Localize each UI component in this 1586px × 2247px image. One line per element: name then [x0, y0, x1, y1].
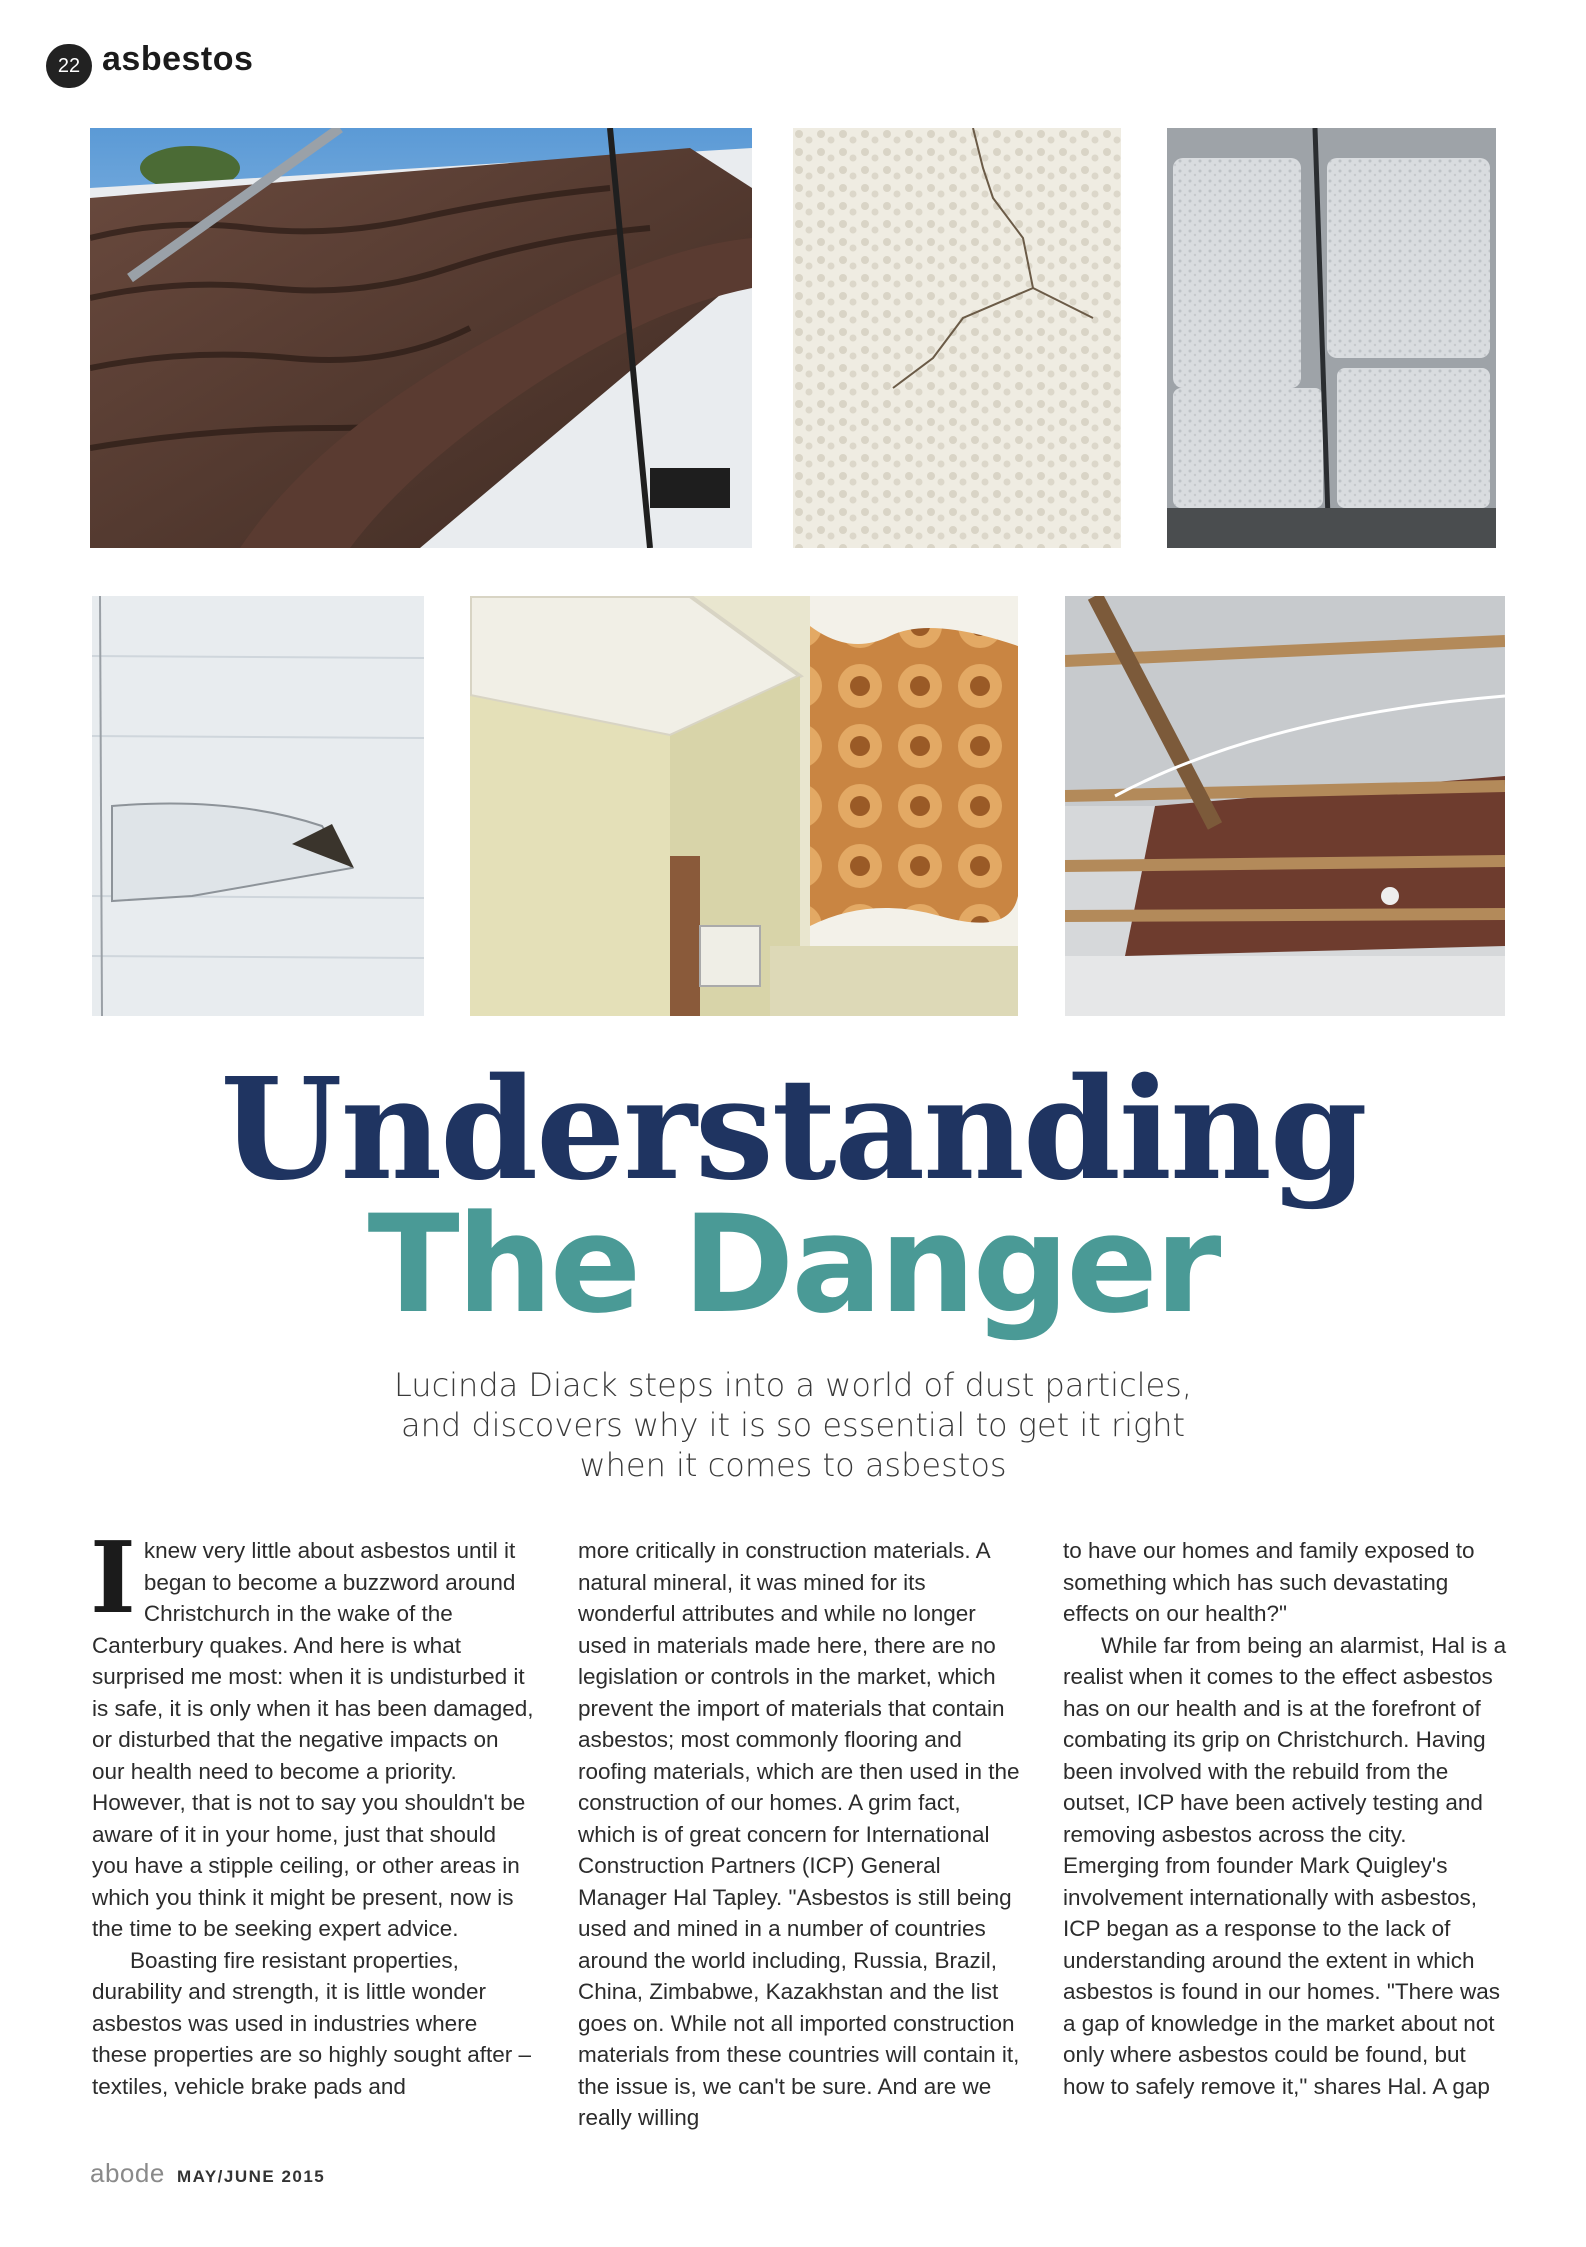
body-column-1: [90, 1521, 537, 2102]
page-number-badge: 22: [46, 44, 92, 88]
body-paragraph: more critically in construction materials. A natural mineral, it was mined for its wonderful attributes and while no longer used in materials made here, there are no legislation or controls in the market, which prevent the import of materials that contain asbestos; most commonly flooring and roofing materials, which are then used in the construction of our homes. A grim fact, which is of great concern for International Construction Partners (ICP) General Manager Hal Tapley. "Asbestos is still being used and mined in a number of countries around the world including, Russia, Brazil, China, Zimbabwe, Kazakhstan and the list goes on. While not all imported construction materials from these countries will contain it, the issue is, we can't be sure. And are we really willing: [578, 1538, 1020, 2130]
section-title: asbestos: [102, 40, 254, 78]
body-column-3: [1063, 1535, 1508, 2102]
stipple-ceiling-photo: [793, 128, 1121, 548]
roof-tiles-photo: [90, 128, 752, 548]
body-paragraph: While far from being an alarmist, Hal is a realist when it comes to the effect asbestos has on our health and is at the forefront of combating its grip on Christchurch. Having been involved with the rebuild from the outset, ICP have been actively testing and removing asbestos across the city. Emerging from founder Mark Quigley's involvement internationally with asbestos, ICP began as a response to the lack of understanding around the extent in which asbestos is found in our homes. "There was a gap of knowledge in the market about not only where asbestos could be found, but how to safely remove it," shares Hal. A gap: [1063, 1632, 1507, 2099]
body-paragraph: to have our homes and family exposed to something which has such devastating effects on our health?": [1063, 1538, 1475, 1626]
issue-date: MAY/JUNE 2015: [176, 2167, 326, 2186]
article-title-line1: Understanding: [220, 1048, 1366, 1212]
page-footer: [90, 2158, 325, 2189]
ornate-ceiling-photo: [470, 596, 1018, 1016]
article-title-line2: The Danger: [367, 1186, 1219, 1343]
body-column-2: [578, 1535, 1023, 2134]
drop-cap: I: [90, 1521, 136, 1636]
body-paragraph: Boasting fire resistant properties, durability and strength, it is little wonder asbestos was used in industries where these properties are so highly sought after – textiles, vehicle brake pads and: [92, 1947, 532, 2099]
weatherboard-photo: [92, 596, 424, 1016]
magazine-brand: abode: [90, 2158, 165, 2188]
subtitle-line: when it comes to asbestos: [579, 1446, 1007, 1484]
article-subtitle: [293, 1365, 1293, 1485]
subtitle-line: Lucinda Diack steps into a world of dust particles,: [394, 1366, 1192, 1404]
subtitle-line: and discovers why it is so essential to get it right: [400, 1406, 1186, 1444]
block-wall-photo: [1167, 128, 1496, 548]
body-paragraph: knew very little about asbestos until it began to become a buzzword around Christchurch in the wake of the Canterbury quakes. And here is what surprised me most: when it is undisturbed it is safe, it is only when it has been damaged, or disturbed that the negative impacts on our health need to become a priority. However, that is not to say you shouldn't be aware of it in your home, just that should you have a stipple ceiling, or other areas in which you think it might be present, now is the time to be seeking expert advice.: [92, 1538, 534, 1941]
ceiling-battens-photo: [1065, 596, 1505, 1016]
